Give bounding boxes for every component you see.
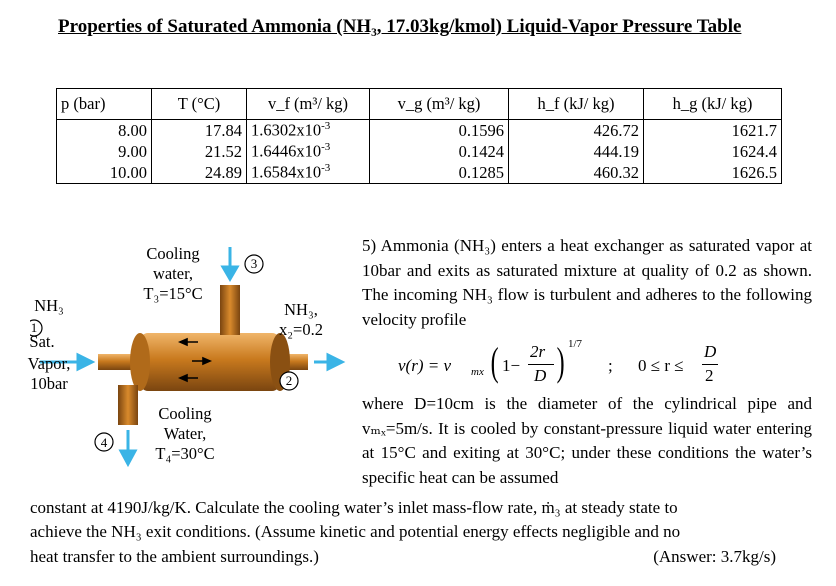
label-line: Cooling xyxy=(146,244,200,263)
vf-mantissa: 1.6446x10 xyxy=(251,141,322,161)
eq-frac2-den: 2 xyxy=(705,366,714,385)
saturated-ammonia-table xyxy=(56,88,782,184)
vf-mantissa: 1.6584x10 xyxy=(251,162,322,182)
cell-vg: 0.1596 xyxy=(370,120,509,142)
eq-exponent: 1/7 xyxy=(568,338,583,350)
header-vg: v_g (m³/ kg) xyxy=(370,89,509,120)
eq-frac2-bar xyxy=(702,364,718,365)
cell-hf: 426.72 xyxy=(509,120,644,142)
problem-line-3-row xyxy=(30,545,812,570)
cell-vf xyxy=(247,162,370,184)
velocity-profile-equation xyxy=(398,338,818,398)
label-line: Water, xyxy=(163,424,207,443)
top-water-pipe xyxy=(220,285,240,335)
label-line: Cooling xyxy=(158,404,212,423)
header-vf: v_f (m³/ kg) xyxy=(247,89,370,120)
cell-hf: 444.19 xyxy=(509,141,644,162)
vf-exponent: -3 xyxy=(321,141,331,154)
label-line: x₂=0.2 xyxy=(279,320,323,339)
eq-lhs: v(r) = v xyxy=(398,356,452,375)
cell-t: 17.84 xyxy=(152,120,247,142)
table-row xyxy=(57,120,782,142)
state-2-number: 2 xyxy=(285,373,293,388)
nh3-outlet-label xyxy=(270,300,332,340)
problem-line-3: heat transfer to the ambient surroundings.) xyxy=(30,547,319,566)
label-line: water, xyxy=(152,264,194,283)
eq-frac-bar xyxy=(528,364,554,365)
header-temperature: T (°C) xyxy=(152,89,247,120)
header-hg: h_g (kJ/ kg) xyxy=(644,89,782,120)
label-line: 10bar xyxy=(30,374,68,393)
label-line: T₃=15°C xyxy=(143,284,203,303)
shell xyxy=(140,333,280,391)
cell-hg: 1626.5 xyxy=(644,162,782,184)
problem-line-2: achieve the NH₃ exit conditions. (Assume kinetic and potential energy effects negligible and no xyxy=(30,522,681,541)
cell-p: 8.00 xyxy=(57,120,152,142)
problem-intro: 5) Ammonia (NH₃) enters a heat exchanger as saturated vapor at 10bar and exits as saturated mixture at quality of 0.2 as shown. The incoming NH₃ flow is turbulent and adheres to the following velocity profile xyxy=(362,236,812,329)
label-line: NH₃, xyxy=(284,300,318,319)
eq-frac-num: 2r xyxy=(530,342,546,361)
cell-p: 10.00 xyxy=(57,162,152,184)
eq-frac-den: D xyxy=(534,366,547,385)
answer-label: (Answer: 3.7kg/s) xyxy=(653,547,776,566)
eq-close-paren: ) xyxy=(556,339,565,384)
cell-hg: 1621.7 xyxy=(644,120,782,142)
table-row xyxy=(57,141,782,162)
cell-hf: 460.32 xyxy=(509,162,644,184)
header-pressure: p (bar) xyxy=(57,89,152,120)
vf-mantissa: 1.6302x10 xyxy=(251,120,322,140)
nh3-inlet-label: NH₃ xyxy=(34,296,64,315)
vf-exponent: -3 xyxy=(321,162,331,175)
header-hf: h_f (kJ/ kg) xyxy=(509,89,644,120)
eq-frac2-num: D xyxy=(704,342,717,361)
table-row xyxy=(57,162,782,184)
state-1-number: 1 xyxy=(30,320,38,335)
cell-t: 21.52 xyxy=(152,141,247,162)
state-4-number: 4 xyxy=(100,435,108,450)
eq-separator: ; xyxy=(608,356,613,375)
page-title: Properties of Saturated Ammonia (NH₃, 17.03kg/kmol) Liquid-Vapor Pressure Table xyxy=(58,16,742,37)
cell-vg: 0.1424 xyxy=(370,141,509,162)
cooling-water-outlet-label xyxy=(140,404,230,464)
label-line: T₄=30°C xyxy=(155,444,215,463)
state-3-number: 3 xyxy=(250,256,258,271)
label-line: Vapor, xyxy=(27,354,71,373)
cell-vg: 0.1285 xyxy=(370,162,509,184)
problem-after-equation: where D=10cm is the diameter of the cylindrical pipe and vₘₓ=5m/s. It is cooled by constant-pressure liquid water entering at 15°C and exiting at 30°C; under these conditions the water’s specific heat can be assumed xyxy=(362,394,812,487)
cell-vf xyxy=(247,141,370,162)
bottom-water-pipe xyxy=(118,385,138,425)
problem-line-1: constant at 4190J/kg/K. Calculate the cooling water’s inlet mass-flow rate, ṁ₃ at steady state to xyxy=(30,498,678,517)
eq-open-paren: ( xyxy=(490,339,499,384)
cell-vf xyxy=(247,120,370,142)
eq-one-minus: 1− xyxy=(502,356,521,375)
eq-lhs-sub: mx xyxy=(471,366,484,378)
sat-label: Sat. xyxy=(29,332,55,351)
cell-hg: 1624.4 xyxy=(644,141,782,162)
vf-exponent: -3 xyxy=(321,120,331,133)
table-header-row xyxy=(57,89,782,120)
vapor-label xyxy=(22,354,76,394)
cell-p: 9.00 xyxy=(57,141,152,162)
cell-t: 24.89 xyxy=(152,162,247,184)
eq-range: 0 ≤ r ≤ xyxy=(638,356,684,375)
cooling-water-inlet-label xyxy=(128,244,218,304)
